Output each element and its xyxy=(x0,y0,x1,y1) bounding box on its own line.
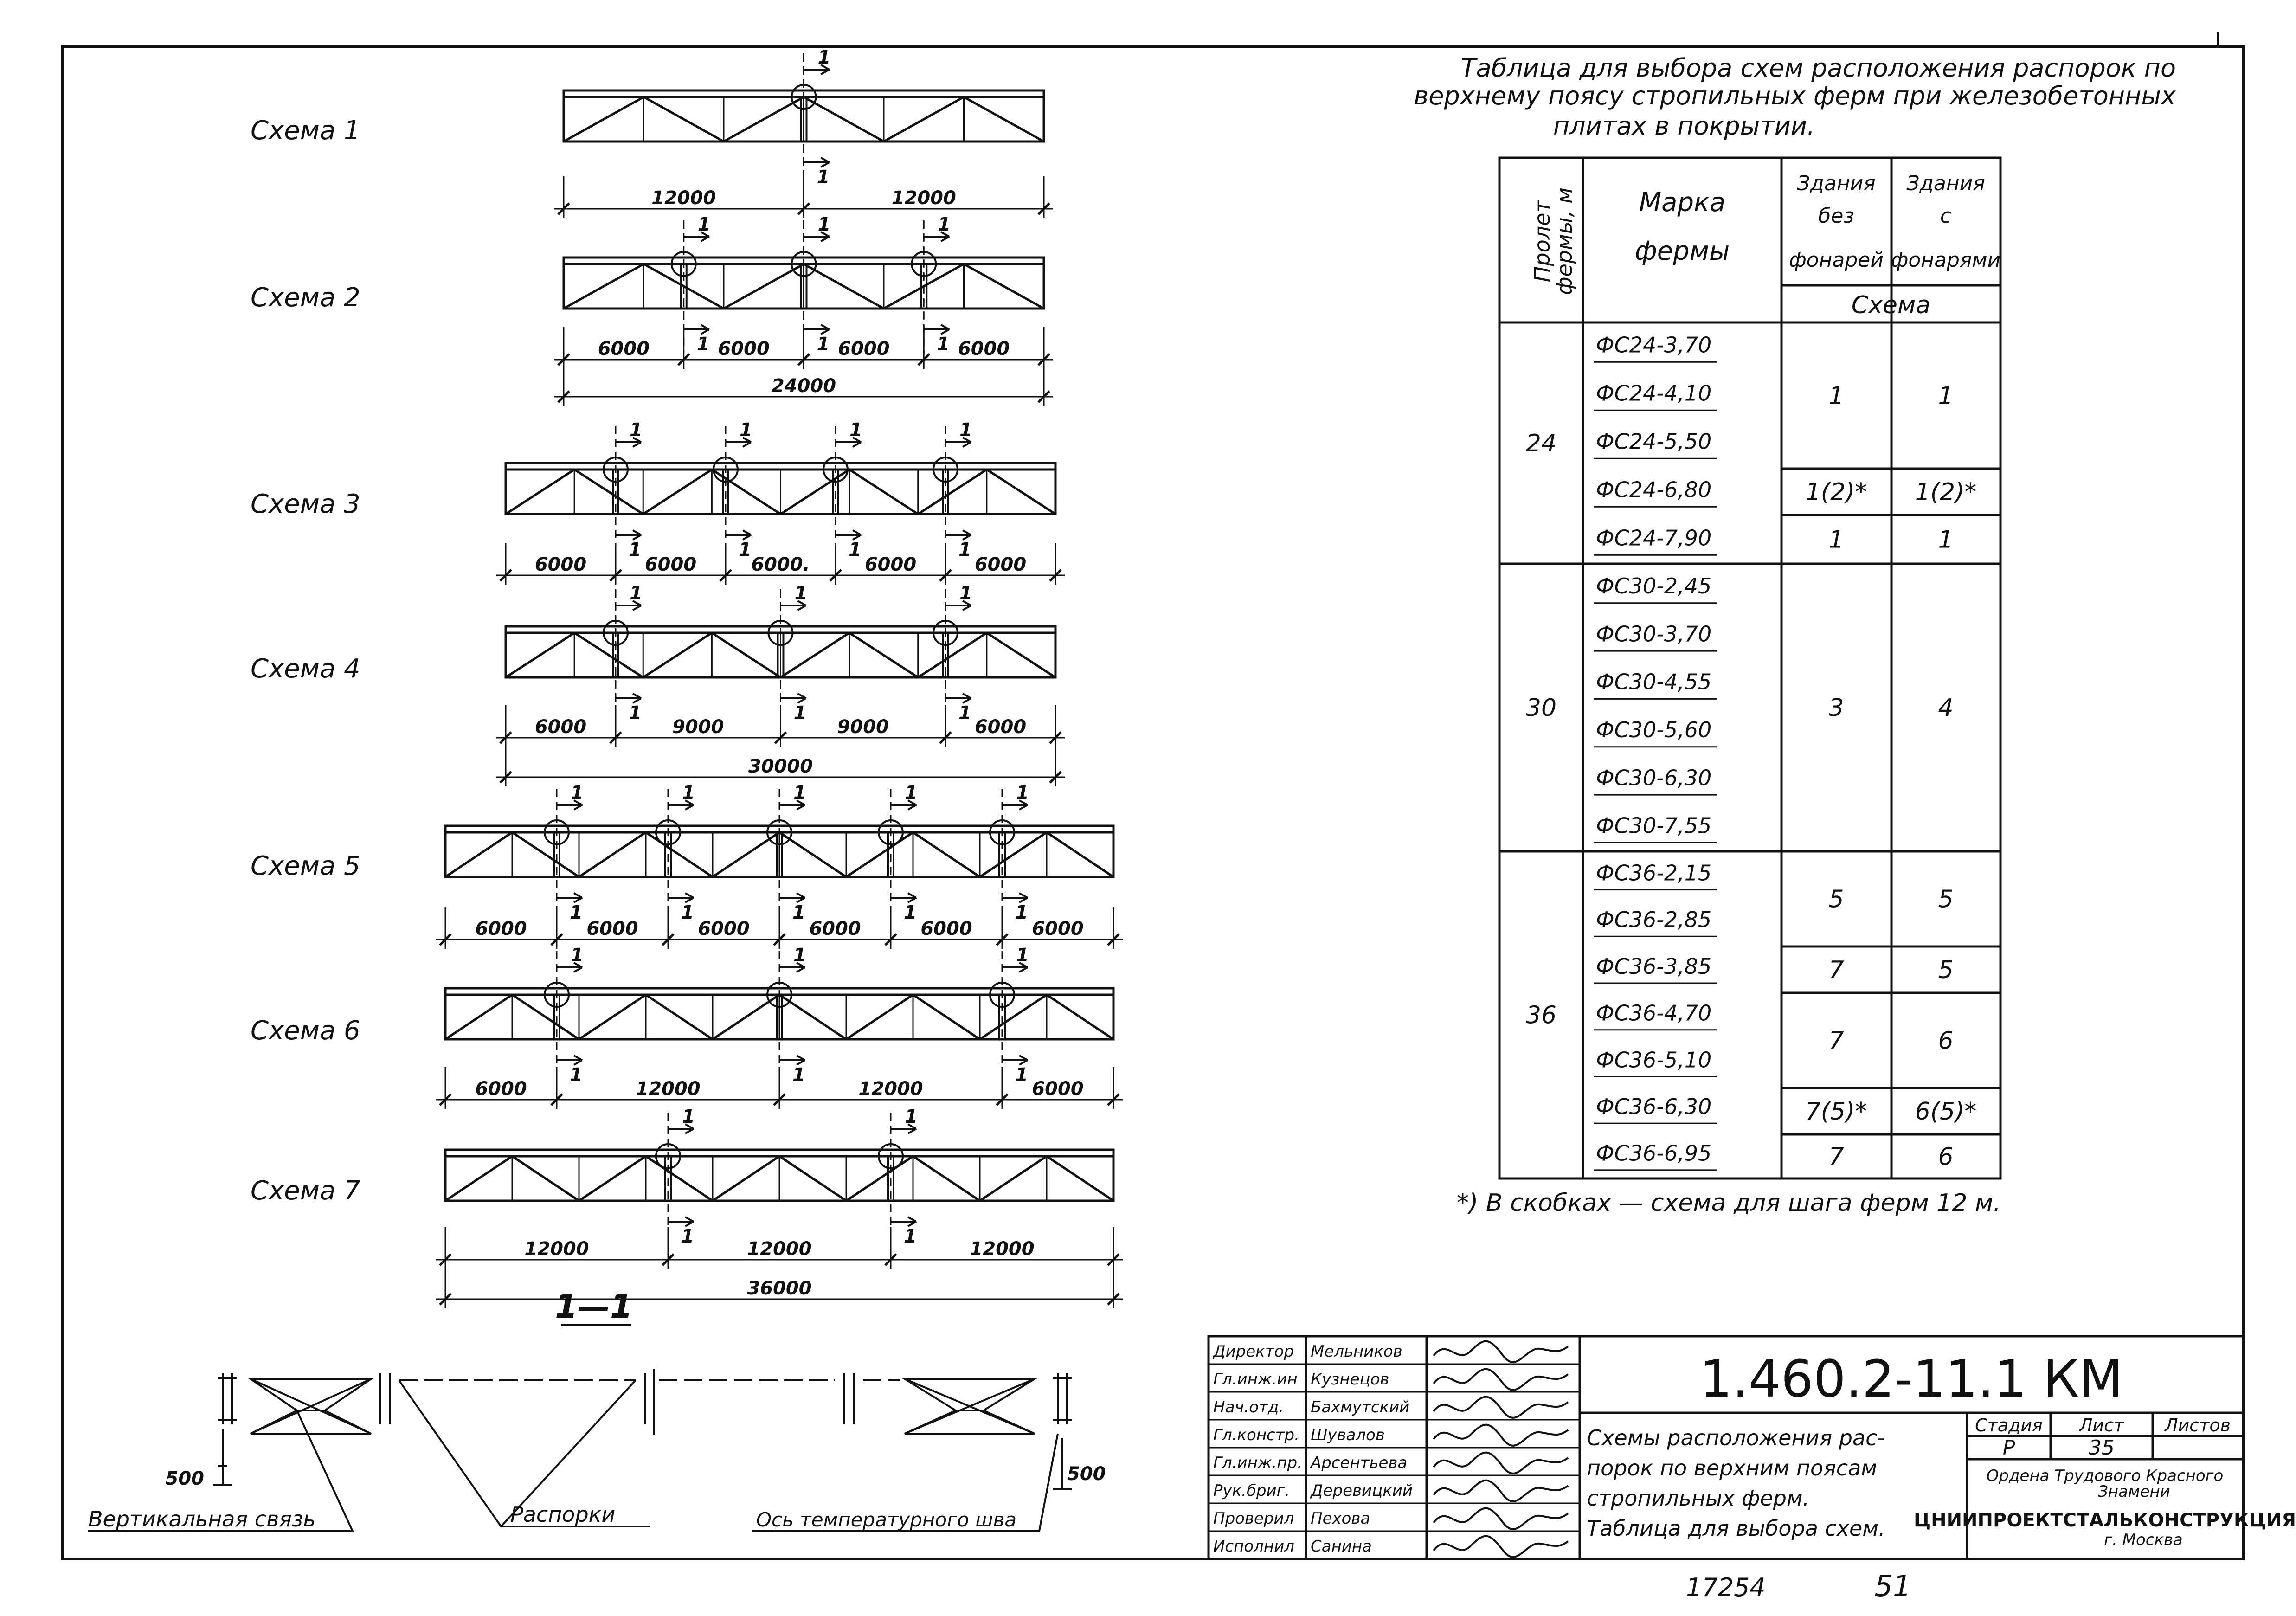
staff-role: Исполнил xyxy=(1213,1537,1294,1556)
section-mark: 1 xyxy=(905,782,918,804)
scheme-no-lanterns: 7 xyxy=(1828,956,1844,984)
truss-mark: ФС30-2,45 xyxy=(1596,573,1712,599)
sheet-frame xyxy=(63,46,2243,1559)
sheet-title-l3: стропильных ферм. xyxy=(1587,1486,1810,1511)
section-mark: 1 xyxy=(817,214,831,235)
scheme-label: Схема 7 xyxy=(251,1176,360,1206)
brace-point xyxy=(767,789,805,921)
scheme-selection-table xyxy=(1457,158,2001,1217)
dimension-value: 6000 xyxy=(475,1078,527,1100)
scheme-5 xyxy=(251,782,1123,949)
section-title: 1—1 xyxy=(555,1288,633,1326)
table-footnote: *) В скобках — схема для шага ферм 12 м. xyxy=(1457,1189,2001,1217)
section-mark: 1 xyxy=(817,47,831,68)
section-mark: 1 xyxy=(793,702,807,724)
staff-role: Нач.отд. xyxy=(1213,1398,1284,1416)
section-mark: 1 xyxy=(630,419,643,441)
truss-mark: ФС36-2,15 xyxy=(1596,860,1712,886)
scheme-no-lanterns: 1(2)* xyxy=(1805,478,1867,506)
org-line-3: ЦНИИПРОЕКТСТАЛЬКОНСТРУКЦИЯ xyxy=(1913,1510,2296,1531)
title-block xyxy=(1209,1336,2296,1559)
scheme-7 xyxy=(251,1106,1123,1308)
truss-mark: ФС30-3,70 xyxy=(1596,621,1712,647)
total-dimension: 30000 xyxy=(748,756,813,777)
dimension-value: 6000 xyxy=(974,554,1027,575)
document-code: 1.460.2-11.1 КМ xyxy=(1699,1349,2123,1409)
section-mark: 1 xyxy=(571,782,584,804)
section-mark: 1 xyxy=(817,334,830,355)
section-dim-right: 500 xyxy=(1067,1463,1106,1485)
section-mark: 1 xyxy=(905,1106,918,1127)
section-mark: 1 xyxy=(794,583,808,604)
brace-point xyxy=(767,951,805,1083)
signature xyxy=(1434,1453,1568,1474)
section-mark: 1 xyxy=(681,902,694,923)
section-mark: 1 xyxy=(1016,782,1029,804)
dimension-value: 12000 xyxy=(747,1238,812,1260)
dimension-value: 6000 xyxy=(534,554,587,575)
joint-axis-label: Ось температурного шва xyxy=(756,1508,1017,1531)
staff-name: Пехова xyxy=(1311,1509,1370,1528)
brace-point xyxy=(879,1113,916,1245)
truss-schemes xyxy=(251,47,1123,1308)
brace-point xyxy=(656,1113,694,1245)
col-lanterns-l2: с xyxy=(1940,204,1952,228)
sheets-label: Листов xyxy=(2165,1415,2231,1436)
section-mark: 1 xyxy=(696,334,710,355)
staff-rows xyxy=(1209,1341,1580,1557)
section-mark: 1 xyxy=(697,214,711,235)
section-mark: 1 xyxy=(629,702,642,724)
section-mark: 1 xyxy=(904,1226,917,1247)
dimension-value: 6000 xyxy=(974,716,1027,738)
brace-point xyxy=(792,53,830,186)
dimension-value: 12000 xyxy=(891,187,956,209)
staff-role: Рук.бриг. xyxy=(1213,1481,1290,1500)
scheme-2 xyxy=(251,214,1053,406)
truss-mark: ФС24-6,80 xyxy=(1596,477,1712,502)
dimension-value: 12000 xyxy=(524,1238,589,1260)
sheet-label: Лист xyxy=(2079,1415,2124,1436)
scheme-no-lanterns: 7 xyxy=(1828,1143,1844,1171)
signature xyxy=(1434,1425,1568,1446)
scheme-with-lanterns: 1(2)* xyxy=(1915,478,1977,506)
dimension-value: 6000 xyxy=(718,338,770,360)
dimension-value: 6000. xyxy=(751,554,810,575)
table-title-line-2: верхнему поясу стропильных ферм при железобетонных xyxy=(1414,81,2176,110)
section-mark: 1 xyxy=(739,539,752,560)
brace-point xyxy=(545,789,582,921)
section-mark: 1 xyxy=(849,539,862,560)
scheme-label: Схема 1 xyxy=(251,116,360,146)
dimension-value: 12000 xyxy=(651,187,716,209)
scheme-no-lanterns: 1 xyxy=(1828,526,1844,554)
dimension-value: 6000 xyxy=(698,918,750,940)
section-mark: 1 xyxy=(958,539,971,560)
col-no-lanterns-l3: фонарей xyxy=(1789,248,1884,272)
dimension-value: 6000 xyxy=(1032,1078,1084,1100)
brace-point xyxy=(823,426,861,558)
col-span-header: Пролетфермы, м xyxy=(1530,187,1577,295)
staff-name: Бахмутский xyxy=(1311,1398,1410,1416)
staff-name: Кузнецов xyxy=(1311,1370,1389,1389)
truss-mark: ФС36-3,85 xyxy=(1596,953,1712,979)
truss-mark: ФС36-4,70 xyxy=(1596,1000,1712,1026)
scheme-with-lanterns: 5 xyxy=(1938,885,1954,914)
scheme-label: Схема 4 xyxy=(251,654,360,684)
section-mark: 1 xyxy=(817,167,830,188)
signature xyxy=(1434,1481,1568,1501)
scheme-4 xyxy=(251,583,1065,786)
scheme-with-lanterns: 1 xyxy=(1938,382,1954,410)
truss-mark: ФС30-5,60 xyxy=(1596,717,1712,743)
dimension-value: 6000 xyxy=(920,918,972,940)
scheme-no-lanterns: 7(5)* xyxy=(1805,1098,1867,1126)
section-mark: 1 xyxy=(629,539,642,560)
table-body xyxy=(1526,332,1976,1171)
brace-point xyxy=(792,220,830,353)
scheme-with-lanterns: 5 xyxy=(1938,956,1954,984)
staff-name: Мельников xyxy=(1311,1342,1402,1361)
section-mark: 1 xyxy=(792,1064,805,1086)
dimension-value: 12000 xyxy=(636,1078,701,1100)
truss-mark: ФС30-7,55 xyxy=(1596,813,1712,838)
brace-point xyxy=(672,220,709,353)
dimension-value: 6000 xyxy=(864,554,917,575)
scheme-3 xyxy=(251,419,1065,585)
col-scheme-header: Схема xyxy=(1851,291,1931,319)
org-line-2: Знамени xyxy=(2098,1482,2170,1501)
section-mark: 1 xyxy=(570,1064,583,1086)
stage-label: Стадия xyxy=(1975,1415,2043,1436)
span-value: 30 xyxy=(1525,694,1557,722)
dimension-value: 6000 xyxy=(586,918,638,940)
staff-role: Директор xyxy=(1213,1342,1294,1361)
inventory-number: 17254 xyxy=(1686,1573,1766,1602)
staff-name: Деревицкий xyxy=(1311,1481,1413,1500)
staff-role: Проверил xyxy=(1213,1509,1294,1528)
section-dim-left: 500 xyxy=(165,1468,204,1489)
staff-name: Шувалов xyxy=(1311,1426,1385,1444)
section-mark: 1 xyxy=(959,583,972,604)
table-title-line-1: Таблица для выбора схем расположения распорок по xyxy=(1460,53,2176,83)
truss-mark: ФС24-3,70 xyxy=(1596,332,1712,358)
scheme-with-lanterns: 6 xyxy=(1938,1143,1954,1171)
dimension-value: 9000 xyxy=(837,716,889,738)
scheme-with-lanterns: 6 xyxy=(1938,1027,1954,1055)
scheme-label: Схема 3 xyxy=(251,489,360,519)
truss-mark: ФС36-5,10 xyxy=(1596,1047,1712,1073)
signature xyxy=(1434,1536,1568,1557)
dimension-value: 6000 xyxy=(534,716,587,738)
staff-name: Арсентьева xyxy=(1311,1454,1408,1472)
truss-mark: ФС36-2,85 xyxy=(1596,907,1712,933)
staff-role: Гл.констр. xyxy=(1213,1426,1299,1444)
scheme-with-lanterns: 6(5)* xyxy=(1915,1098,1977,1126)
signature xyxy=(1434,1341,1568,1362)
section-mark: 1 xyxy=(1015,1064,1028,1086)
brace-point xyxy=(656,789,694,921)
brace-point xyxy=(545,951,582,1083)
section-mark: 1 xyxy=(958,702,971,724)
section-mark: 1 xyxy=(682,1106,695,1127)
section-mark: 1 xyxy=(937,334,950,355)
dimension-value: 6000 xyxy=(958,338,1010,360)
dimension-value: 9000 xyxy=(672,716,724,738)
sheet-value: 35 xyxy=(2089,1436,2115,1460)
truss-outline xyxy=(445,1150,1113,1201)
truss-mark: ФС30-6,30 xyxy=(1596,765,1712,791)
scheme-no-lanterns: 5 xyxy=(1828,885,1844,914)
scheme-label: Схема 2 xyxy=(251,283,360,313)
section-mark: 1 xyxy=(1015,902,1028,923)
sheet-title-l2: порок по верхним поясам xyxy=(1587,1455,1878,1481)
dimension-value: 6000 xyxy=(598,338,650,360)
col-mark-header-l1: Марка xyxy=(1639,187,1726,218)
section-mark: 1 xyxy=(959,419,972,441)
dimension-value: 6000 xyxy=(1032,918,1084,940)
signature xyxy=(1434,1369,1568,1390)
total-dimension: 24000 xyxy=(771,375,836,397)
signature xyxy=(1434,1397,1568,1418)
stage-value: Р xyxy=(2002,1436,2015,1460)
dimension-value: 6000 xyxy=(475,918,527,940)
scheme-no-lanterns: 1 xyxy=(1828,382,1844,410)
section-mark: 1 xyxy=(793,782,806,804)
staff-role: Гл.инж.ин xyxy=(1213,1370,1298,1389)
dimension-line xyxy=(554,176,1053,218)
org-line-4: г. Москва xyxy=(2104,1531,2183,1549)
org-line-1: Ордена Трудового Красного xyxy=(1986,1467,2224,1485)
truss-mark: ФС30-4,55 xyxy=(1596,669,1712,695)
section-mark: 1 xyxy=(904,902,917,923)
signature xyxy=(1434,1508,1568,1529)
truss-mark: ФС36-6,30 xyxy=(1596,1094,1712,1120)
sheet-title-l1: Схемы расположения рас- xyxy=(1587,1425,1885,1450)
col-lanterns-l1: Здания xyxy=(1906,172,1985,195)
scheme-label: Схема 6 xyxy=(251,1016,360,1046)
scheme-6 xyxy=(251,945,1123,1109)
col-lanterns-l3: фонарями xyxy=(1891,248,2001,272)
dimension-value: 6000 xyxy=(809,918,861,940)
section-1-1 xyxy=(88,1288,1106,1532)
section-mark: 1 xyxy=(849,419,862,441)
sheet-title-l4: Таблица для выбора схем. xyxy=(1587,1516,1885,1541)
dimension-value: 12000 xyxy=(858,1078,923,1100)
brace-point xyxy=(879,789,916,921)
span-value: 36 xyxy=(1525,1001,1557,1030)
table-title xyxy=(1414,53,2176,141)
col-no-lanterns-l2: без xyxy=(1818,204,1854,228)
page-number: 51 xyxy=(1874,1569,1911,1603)
truss-mark: ФС36-6,95 xyxy=(1596,1140,1712,1166)
vertical-brace-label: Вертикальная связь xyxy=(88,1507,316,1532)
scheme-label: Схема 5 xyxy=(251,851,360,881)
section-mark: 1 xyxy=(570,902,583,923)
section-mark: 1 xyxy=(682,782,695,804)
section-mark: 1 xyxy=(681,1226,694,1247)
scheme-1 xyxy=(251,47,1053,218)
scheme-no-lanterns: 7 xyxy=(1828,1027,1844,1055)
scheme-with-lanterns: 4 xyxy=(1938,694,1954,722)
scheme-with-lanterns: 1 xyxy=(1938,526,1954,554)
table-title-line-3: плитах в покрытии. xyxy=(1553,111,1815,141)
truss-mark: ФС24-7,90 xyxy=(1596,525,1712,551)
struts-label: Распорки xyxy=(510,1502,616,1527)
truss-mark: ФС24-5,50 xyxy=(1596,429,1712,454)
span-value: 24 xyxy=(1525,430,1557,457)
section-mark: 1 xyxy=(571,945,584,966)
brace-point xyxy=(912,220,949,353)
brace-point xyxy=(990,789,1028,921)
section-mark: 1 xyxy=(630,583,643,604)
section-mark: 1 xyxy=(938,214,951,235)
col-mark-header-l2: фермы xyxy=(1634,236,1730,266)
dimension-value: 12000 xyxy=(970,1238,1035,1260)
staff-name: Санина xyxy=(1311,1537,1372,1556)
dimension-value: 6000 xyxy=(838,338,890,360)
brace-point xyxy=(990,951,1028,1083)
truss-outline xyxy=(506,463,1055,514)
section-mark: 1 xyxy=(1016,945,1029,966)
section-mark: 1 xyxy=(792,902,805,923)
dimension-value: 6000 xyxy=(644,554,697,575)
col-no-lanterns-l1: Здания xyxy=(1797,172,1876,195)
scheme-no-lanterns: 3 xyxy=(1828,694,1844,722)
section-mark: 1 xyxy=(740,419,752,441)
truss-mark: ФС24-4,10 xyxy=(1596,380,1712,406)
staff-role: Гл.инж.пр. xyxy=(1213,1454,1302,1472)
total-dimension: 36000 xyxy=(747,1278,812,1299)
section-mark: 1 xyxy=(793,945,806,966)
brace-point xyxy=(769,589,806,721)
